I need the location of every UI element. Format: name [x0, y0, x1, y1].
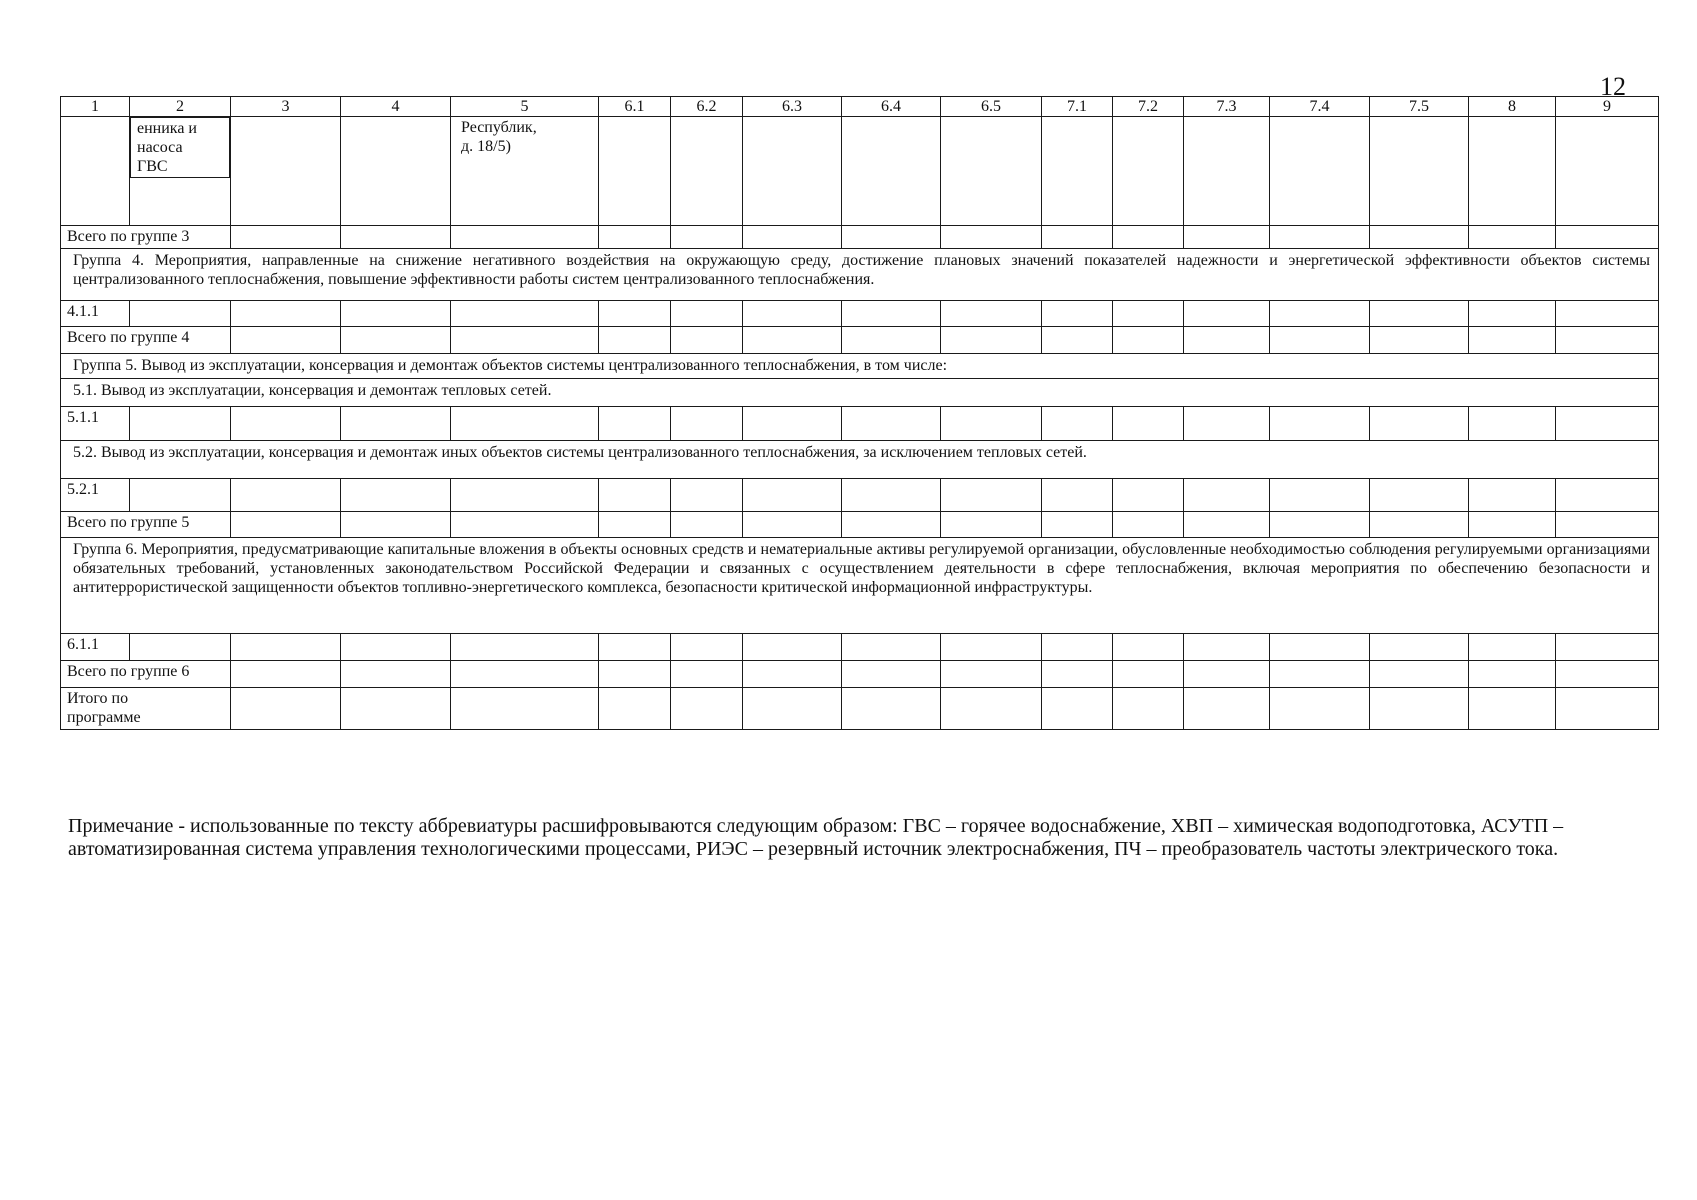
total-row-group-6	[61, 661, 1659, 688]
empty-cell	[1113, 301, 1184, 327]
empty-cell	[1184, 661, 1270, 688]
empty-cell	[1113, 407, 1184, 441]
empty-cell	[231, 117, 341, 226]
empty-cell	[1370, 327, 1469, 354]
empty-cell	[842, 327, 941, 354]
empty-cell	[842, 634, 941, 661]
empty-cell	[1370, 226, 1469, 249]
empty-cell	[1469, 661, 1556, 688]
empty-cell	[1270, 117, 1370, 226]
empty-cell	[671, 634, 743, 661]
empty-cell	[941, 479, 1042, 512]
empty-cell	[671, 407, 743, 441]
empty-cell	[1469, 479, 1556, 512]
empty-cell	[1113, 117, 1184, 226]
empty-cell	[1270, 301, 1370, 327]
empty-cell	[941, 226, 1042, 249]
empty-cell	[1113, 226, 1184, 249]
empty-cell	[1184, 226, 1270, 249]
empty-cell	[451, 301, 599, 327]
empty-cell	[1042, 407, 1113, 441]
investment-program-table	[60, 96, 1659, 730]
item-number: 5.2.1	[61, 479, 130, 512]
empty-cell	[599, 512, 671, 538]
empty-cell	[231, 512, 341, 538]
empty-cell	[341, 117, 451, 226]
empty-cell	[231, 479, 341, 512]
empty-cell	[941, 327, 1042, 354]
total-label: Всего по группе 6	[61, 661, 231, 688]
empty-cell	[599, 407, 671, 441]
group-5-row	[61, 354, 1659, 379]
empty-cell	[231, 226, 341, 249]
empty-cell	[1270, 661, 1370, 688]
column-number: 4	[341, 97, 451, 117]
column-number: 7.3	[1184, 97, 1270, 117]
empty-cell	[1184, 512, 1270, 538]
column-number: 6.1	[599, 97, 671, 117]
empty-cell	[1370, 117, 1469, 226]
empty-cell	[1042, 117, 1113, 226]
empty-cell	[1556, 634, 1659, 661]
empty-cell	[130, 634, 231, 661]
total-row-program	[61, 688, 1659, 730]
empty-cell	[231, 407, 341, 441]
abbreviations-note: Примечание - использованные по тексту аббревиатуры расшифровываются следующим образом: ГВС – горячее водоснабжение, ХВП – химическая водоподготовка, АСУТП – автоматизированная система управления технологическими процессами, РИЭС – резервный источник электроснабжения, ПЧ – преобразователь частоты электрического тока.	[68, 815, 1564, 860]
empty-cell	[1469, 301, 1556, 327]
empty-cell	[842, 479, 941, 512]
empty-cell	[1556, 117, 1659, 226]
empty-cell	[671, 226, 743, 249]
empty-cell	[1370, 634, 1469, 661]
item-number: 4.1.1	[61, 301, 130, 327]
empty-cell	[341, 226, 451, 249]
empty-cell	[1042, 479, 1113, 512]
empty-cell	[1270, 226, 1370, 249]
empty-cell	[941, 117, 1042, 226]
empty-cell	[231, 688, 341, 730]
empty-cell	[1469, 117, 1556, 226]
total-label: Всего по группе 4	[61, 327, 231, 354]
empty-cell	[451, 634, 599, 661]
empty-cell	[130, 479, 231, 512]
empty-cell	[941, 688, 1042, 730]
empty-cell	[1556, 661, 1659, 688]
column-number: 6.2	[671, 97, 743, 117]
empty-cell	[231, 661, 341, 688]
column-number: 9	[1556, 97, 1659, 117]
total-row-group-4	[61, 327, 1659, 354]
column-number: 6.4	[842, 97, 941, 117]
empty-cell	[1184, 688, 1270, 730]
empty-cell	[599, 301, 671, 327]
empty-cell	[743, 117, 842, 226]
empty-cell	[599, 327, 671, 354]
empty-cell	[1556, 688, 1659, 730]
column-number: 7.1	[1042, 97, 1113, 117]
subgroup-5-1-row	[61, 379, 1659, 407]
empty-cell	[1042, 512, 1113, 538]
empty-cell	[1270, 479, 1370, 512]
empty-cell	[842, 226, 941, 249]
item-row-5-2-1	[61, 479, 1659, 512]
total-row-group-3	[61, 226, 1659, 249]
empty-cell	[1184, 407, 1270, 441]
empty-cell	[599, 226, 671, 249]
empty-cell	[743, 512, 842, 538]
empty-cell	[599, 117, 671, 226]
empty-cell	[1370, 512, 1469, 538]
empty-cell	[1469, 688, 1556, 730]
empty-cell	[1113, 661, 1184, 688]
empty-cell	[1556, 407, 1659, 441]
empty-cell	[743, 407, 842, 441]
empty-cell	[671, 117, 743, 226]
empty-cell	[1042, 661, 1113, 688]
empty-cell	[1113, 327, 1184, 354]
empty-cell	[941, 407, 1042, 441]
empty-cell	[1370, 688, 1469, 730]
empty-cell	[1270, 512, 1370, 538]
column-number: 6.5	[941, 97, 1042, 117]
item-number: 6.1.1	[61, 634, 130, 661]
column-number: 2	[130, 97, 231, 117]
empty-cell	[341, 479, 451, 512]
empty-cell	[231, 634, 341, 661]
column-number: 7.4	[1270, 97, 1370, 117]
empty-cell	[743, 688, 842, 730]
empty-cell	[842, 512, 941, 538]
group-4-row	[61, 249, 1659, 301]
empty-cell	[1370, 479, 1469, 512]
empty-cell	[1113, 512, 1184, 538]
empty-cell	[1113, 479, 1184, 512]
empty-cell	[1469, 327, 1556, 354]
empty-cell	[1370, 407, 1469, 441]
empty-cell	[671, 479, 743, 512]
empty-cell	[842, 117, 941, 226]
item-number: 5.1.1	[61, 407, 130, 441]
empty-cell	[341, 661, 451, 688]
empty-cell	[599, 688, 671, 730]
empty-cell	[842, 407, 941, 441]
empty-cell	[1370, 301, 1469, 327]
empty-cell	[941, 634, 1042, 661]
empty-cell	[1556, 226, 1659, 249]
item-row-5-1-1	[61, 407, 1659, 441]
continued-address-cell: Республик, д. 18/5)	[451, 117, 599, 226]
empty-cell	[671, 512, 743, 538]
empty-cell	[1113, 634, 1184, 661]
subgroup-title: 5.1. Вывод из эксплуатации, консервация и демонтаж тепловых сетей.	[61, 379, 1659, 407]
group-6-row	[61, 538, 1659, 634]
column-number: 6.3	[743, 97, 842, 117]
empty-cell	[231, 327, 341, 354]
column-number: 3	[231, 97, 341, 117]
column-number-row	[61, 97, 1659, 117]
empty-cell	[671, 661, 743, 688]
empty-cell	[1556, 327, 1659, 354]
empty-cell	[451, 327, 599, 354]
empty-cell	[1556, 479, 1659, 512]
empty-cell	[1469, 407, 1556, 441]
empty-cell	[61, 117, 130, 226]
empty-cell	[743, 661, 842, 688]
empty-cell	[1184, 479, 1270, 512]
empty-cell	[341, 301, 451, 327]
program-total-label: Итого по программе	[61, 688, 231, 730]
empty-cell	[130, 407, 231, 441]
column-number: 5	[451, 97, 599, 117]
empty-cell	[1469, 634, 1556, 661]
empty-cell	[599, 661, 671, 688]
empty-cell	[341, 512, 451, 538]
empty-cell	[743, 226, 842, 249]
empty-cell	[1042, 301, 1113, 327]
empty-cell	[599, 479, 671, 512]
empty-cell	[1556, 512, 1659, 538]
total-label: Всего по группе 3	[61, 226, 231, 249]
empty-cell	[842, 661, 941, 688]
empty-cell	[1370, 661, 1469, 688]
empty-cell	[1270, 407, 1370, 441]
empty-cell	[1113, 688, 1184, 730]
empty-cell	[451, 407, 599, 441]
empty-cell	[671, 327, 743, 354]
empty-cell	[941, 661, 1042, 688]
empty-cell	[743, 301, 842, 327]
empty-cell	[1270, 688, 1370, 730]
empty-cell	[1184, 634, 1270, 661]
item-row-6-1-1	[61, 634, 1659, 661]
empty-cell	[671, 301, 743, 327]
continued-row	[61, 117, 1659, 226]
total-label: Всего по группе 5	[61, 512, 231, 538]
empty-cell	[341, 327, 451, 354]
empty-cell	[1042, 226, 1113, 249]
empty-cell	[451, 688, 599, 730]
total-row-group-5	[61, 512, 1659, 538]
empty-cell	[743, 479, 842, 512]
empty-cell	[1270, 327, 1370, 354]
empty-cell	[451, 661, 599, 688]
empty-cell	[341, 407, 451, 441]
column-number: 1	[61, 97, 130, 117]
empty-cell	[1556, 301, 1659, 327]
empty-cell	[451, 479, 599, 512]
group-title: Группа 5. Вывод из эксплуатации, консервация и демонтаж объектов системы централизованного теплоснабжения, в том числе:	[61, 354, 1659, 379]
column-number: 7.5	[1370, 97, 1469, 117]
empty-cell	[671, 688, 743, 730]
empty-cell	[1184, 327, 1270, 354]
empty-cell	[941, 301, 1042, 327]
group-title: Группа 6. Мероприятия, предусматривающие капитальные вложения в объекты основных средств и нематериальные активы регулируемой организации, обусловленные необходимостью соблюдения регулируемыми организациями обязательных требований, установленных законодательством Российской Федерации и связанных с осуществлением деятельности в сфере теплоснабжения, включая мероприятия по обеспечению безопасности и антитеррористической защищенности объектов топливно-энергетического комплекса, безопасности критической информационной инфраструктуры.	[61, 538, 1659, 634]
empty-cell	[1469, 512, 1556, 538]
group-title: Группа 4. Мероприятия, направленные на снижение негативного воздействия на окружающую среду, достижение плановых значений показателей надежности и энергетической эффективности объектов системы централизованного теплоснабжения, повышение эффективности работы систем централизованного теплоснабжения.	[61, 249, 1659, 301]
column-number: 8	[1469, 97, 1556, 117]
page-number: 12	[1600, 72, 1626, 101]
continued-equipment-cell: енника и насоса ГВС	[130, 117, 230, 178]
empty-cell	[130, 301, 231, 327]
empty-cell	[1469, 226, 1556, 249]
empty-cell	[842, 688, 941, 730]
empty-cell	[1184, 301, 1270, 327]
empty-cell	[1042, 634, 1113, 661]
empty-cell	[599, 634, 671, 661]
empty-cell	[341, 634, 451, 661]
empty-cell	[743, 327, 842, 354]
subgroup-5-2-row	[61, 441, 1659, 479]
empty-cell	[231, 301, 341, 327]
subgroup-title: 5.2. Вывод из эксплуатации, консервация и демонтаж иных объектов системы централизованного теплоснабжения, за исключением тепловых сетей.	[61, 441, 1659, 479]
item-row-4-1-1	[61, 301, 1659, 327]
empty-cell	[743, 634, 842, 661]
empty-cell	[1184, 117, 1270, 226]
empty-cell	[1270, 634, 1370, 661]
column-number: 7.2	[1113, 97, 1184, 117]
empty-cell	[451, 226, 599, 249]
empty-cell	[941, 512, 1042, 538]
empty-cell	[842, 301, 941, 327]
empty-cell	[341, 688, 451, 730]
empty-cell	[1042, 327, 1113, 354]
empty-cell	[451, 512, 599, 538]
empty-cell	[1042, 688, 1113, 730]
